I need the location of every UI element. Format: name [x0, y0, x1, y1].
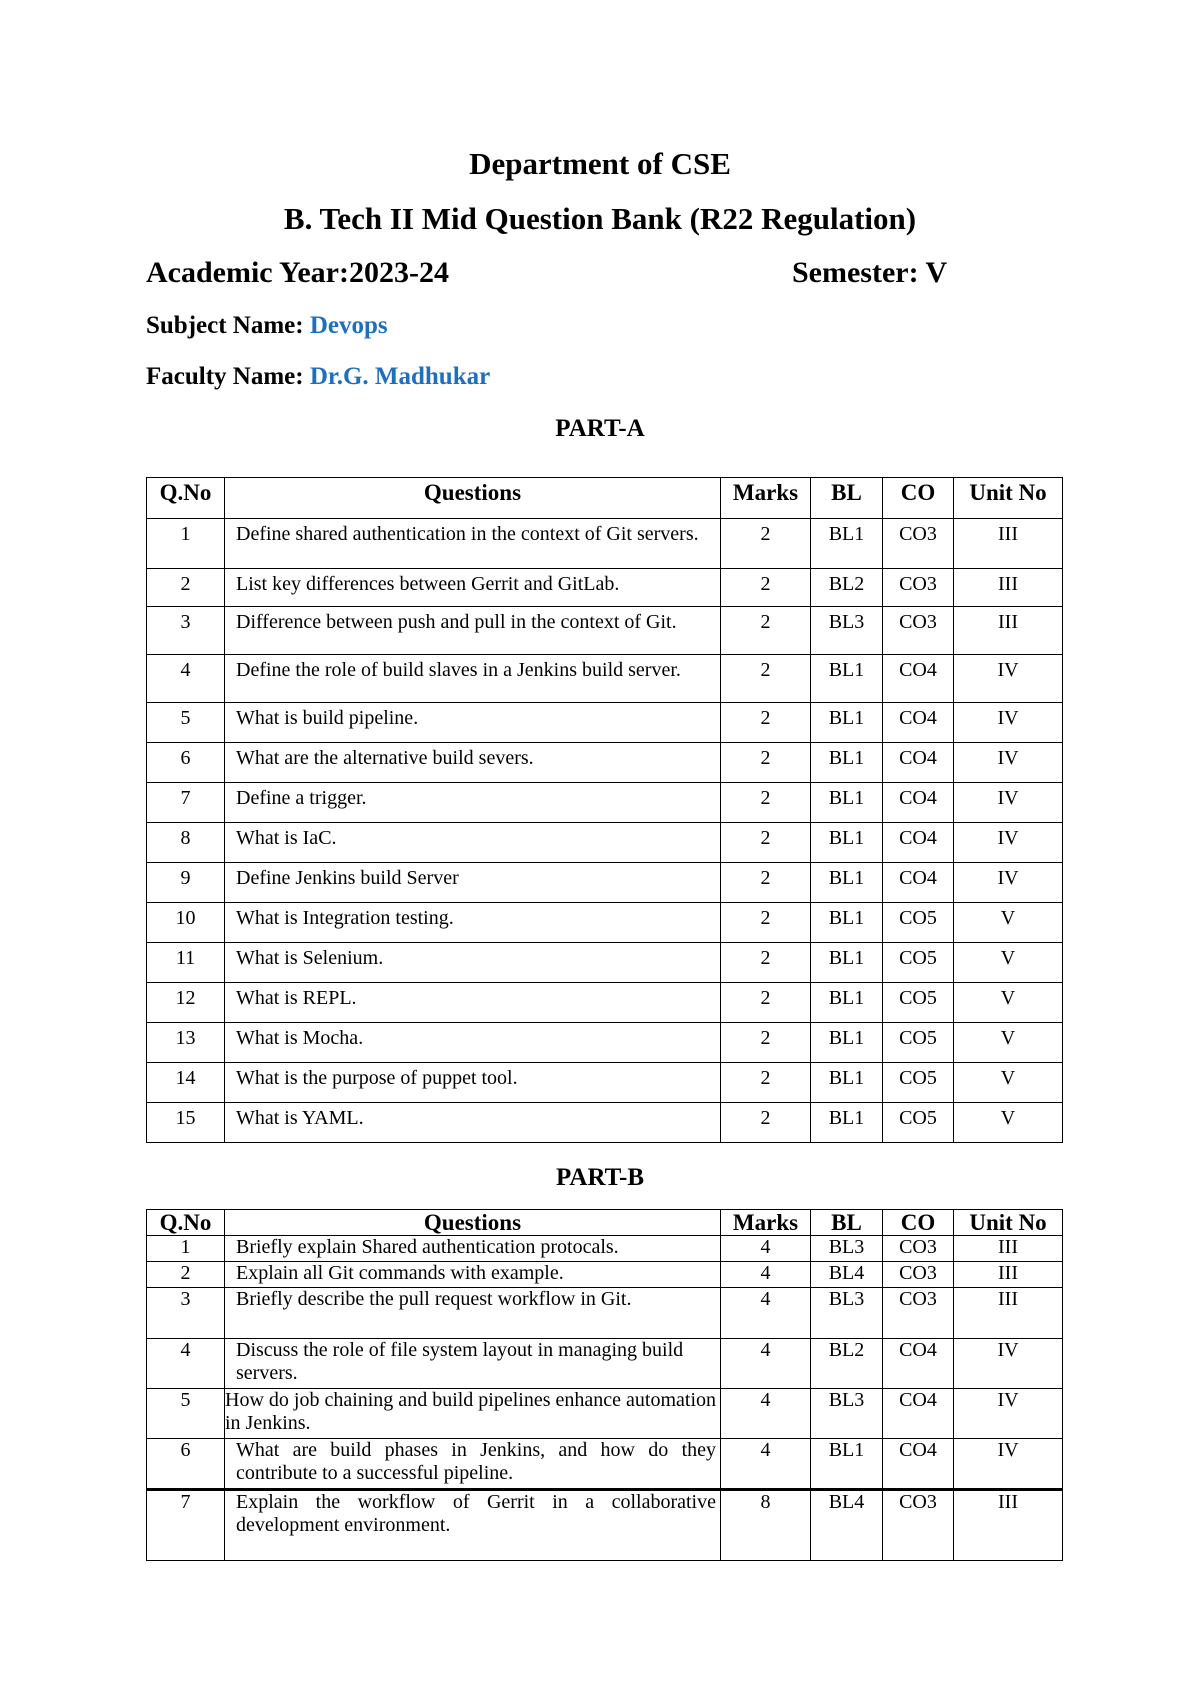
- table-row: [147, 703, 1063, 743]
- subject-line: [146, 312, 388, 340]
- question-cell: What is Integration testing.: [225, 903, 721, 943]
- table-row: [147, 519, 1063, 569]
- question-cell: Define the role of build slaves in a Jenkins build server.: [225, 655, 721, 703]
- table-header-row: [147, 478, 1063, 519]
- bl-cell: BL1: [811, 823, 883, 863]
- marks-cell: 2: [721, 1103, 811, 1143]
- unit-cell: V: [954, 983, 1063, 1023]
- co-cell: CO5: [883, 943, 954, 983]
- bl-cell: BL1: [811, 703, 883, 743]
- question-bank-title: B. Tech II Mid Question Bank (R22 Regulation): [283, 201, 917, 236]
- qno-cell: 10: [147, 903, 225, 943]
- faculty-line: [146, 363, 490, 391]
- table-row: [147, 943, 1063, 983]
- co-cell: CO4: [883, 783, 954, 823]
- col-questions-header: Questions: [225, 1210, 721, 1236]
- table-row: [147, 743, 1063, 783]
- qno-cell: 13: [147, 1023, 225, 1063]
- unit-cell: IV: [954, 1389, 1063, 1439]
- bl-cell: BL1: [811, 655, 883, 703]
- marks-cell: 2: [721, 655, 811, 703]
- question-cell: What is build pipeline.: [225, 703, 721, 743]
- table-row: [147, 863, 1063, 903]
- table-row: [147, 783, 1063, 823]
- table-row: [147, 655, 1063, 703]
- part-b-title: PART-B: [555, 1164, 645, 1191]
- qno-cell: 5: [147, 703, 225, 743]
- table-row: [147, 823, 1063, 863]
- marks-cell: 2: [721, 783, 811, 823]
- qno-cell: 15: [147, 1103, 225, 1143]
- bl-cell: BL1: [811, 903, 883, 943]
- col-marks-header: Marks: [721, 478, 811, 519]
- table-row: [147, 1490, 1063, 1561]
- col-bl-header: BL: [811, 478, 883, 519]
- marks-cell: 4: [721, 1339, 811, 1389]
- qno-cell: 7: [147, 1490, 225, 1561]
- question-cell: How do job chaining and build pipelines enhance automation in Jenkins.: [225, 1389, 721, 1439]
- question-cell: What is IaC.: [225, 823, 721, 863]
- marks-cell: 2: [721, 863, 811, 903]
- marks-cell: 2: [721, 519, 811, 569]
- col-co-header: CO: [883, 1210, 954, 1236]
- co-cell: CO3: [883, 1288, 954, 1339]
- bl-cell: BL1: [811, 743, 883, 783]
- unit-cell: V: [954, 1063, 1063, 1103]
- table-row: [147, 569, 1063, 607]
- table-row: [147, 1262, 1063, 1288]
- question-cell: What are the alternative build severs.: [225, 743, 721, 783]
- question-cell: List key differences between Gerrit and GitLab.: [225, 569, 721, 607]
- unit-cell: III: [954, 569, 1063, 607]
- table-row: [147, 1236, 1063, 1262]
- co-cell: CO4: [883, 1339, 954, 1389]
- bl-cell: BL1: [811, 983, 883, 1023]
- co-cell: CO3: [883, 519, 954, 569]
- faculty-value: Dr.G. Madhukar: [309, 363, 491, 390]
- qno-cell: 1: [147, 1236, 225, 1262]
- question-cell: Explain all Git commands with example.: [225, 1262, 721, 1288]
- subject-label: Subject Name:: [146, 312, 304, 339]
- faculty-label: Faculty Name:: [146, 363, 304, 390]
- qno-cell: 3: [147, 1288, 225, 1339]
- co-cell: CO3: [883, 1490, 954, 1561]
- bl-cell: BL4: [811, 1262, 883, 1288]
- co-cell: CO5: [883, 1023, 954, 1063]
- col-unit-header: Unit No: [954, 1210, 1063, 1236]
- marks-cell: 8: [721, 1490, 811, 1561]
- qno-cell: 5: [147, 1389, 225, 1439]
- academic-year: Academic Year:2023-24: [146, 256, 449, 289]
- question-cell: What is Selenium.: [225, 943, 721, 983]
- col-marks-header: Marks: [721, 1210, 811, 1236]
- bl-cell: BL1: [811, 1439, 883, 1490]
- unit-cell: IV: [954, 703, 1063, 743]
- question-cell: What is REPL.: [225, 983, 721, 1023]
- question-cell: What are build phases in Jenkins, and how do they contribute to a successful pipeline.: [225, 1439, 721, 1490]
- table-row: [147, 1063, 1063, 1103]
- unit-cell: III: [954, 1262, 1063, 1288]
- marks-cell: 2: [721, 943, 811, 983]
- part-a-table: [146, 477, 1063, 1143]
- bl-cell: BL4: [811, 1490, 883, 1561]
- marks-cell: 2: [721, 569, 811, 607]
- question-cell: Briefly describe the pull request workflow in Git.: [225, 1288, 721, 1339]
- co-cell: CO3: [883, 1236, 954, 1262]
- marks-cell: 2: [721, 1063, 811, 1103]
- qno-cell: 6: [147, 743, 225, 783]
- part-b-table: [146, 1209, 1063, 1561]
- qno-cell: 7: [147, 783, 225, 823]
- qno-cell: 3: [147, 607, 225, 655]
- semester: Semester: V: [792, 256, 948, 289]
- co-cell: CO4: [883, 1439, 954, 1490]
- col-qno-header: Q.No: [147, 478, 225, 519]
- marks-cell: 4: [721, 1236, 811, 1262]
- bl-cell: BL1: [811, 1023, 883, 1063]
- co-cell: CO5: [883, 983, 954, 1023]
- bl-cell: BL1: [811, 783, 883, 823]
- bl-cell: BL1: [811, 943, 883, 983]
- unit-cell: IV: [954, 823, 1063, 863]
- qno-cell: 12: [147, 983, 225, 1023]
- subject-value: Devops: [309, 312, 388, 339]
- co-cell: CO3: [883, 1262, 954, 1288]
- co-cell: CO5: [883, 903, 954, 943]
- unit-cell: V: [954, 1023, 1063, 1063]
- question-cell: What is YAML.: [225, 1103, 721, 1143]
- table-row: [147, 1288, 1063, 1339]
- marks-cell: 2: [721, 903, 811, 943]
- question-cell: Define shared authentication in the context of Git servers.: [225, 519, 721, 569]
- col-co-header: CO: [883, 478, 954, 519]
- unit-cell: IV: [954, 863, 1063, 903]
- question-cell: What is Mocha.: [225, 1023, 721, 1063]
- table-header-row: [147, 1210, 1063, 1236]
- marks-cell: 2: [721, 983, 811, 1023]
- qno-cell: 8: [147, 823, 225, 863]
- bl-cell: BL3: [811, 1236, 883, 1262]
- table-row: [147, 1389, 1063, 1439]
- unit-cell: III: [954, 519, 1063, 569]
- unit-cell: III: [954, 607, 1063, 655]
- col-qno-header: Q.No: [147, 1210, 225, 1236]
- marks-cell: 2: [721, 743, 811, 783]
- question-cell: Define Jenkins build Server: [225, 863, 721, 903]
- col-unit-header: Unit No: [954, 478, 1063, 519]
- unit-cell: III: [954, 1288, 1063, 1339]
- unit-cell: V: [954, 1103, 1063, 1143]
- unit-cell: IV: [954, 743, 1063, 783]
- question-cell: Discuss the role of file system layout in managing build servers.: [225, 1339, 721, 1389]
- part-a-title: PART-A: [555, 415, 645, 442]
- question-cell: Define a trigger.: [225, 783, 721, 823]
- marks-cell: 2: [721, 823, 811, 863]
- qno-cell: 2: [147, 569, 225, 607]
- unit-cell: III: [954, 1490, 1063, 1561]
- qno-cell: 9: [147, 863, 225, 903]
- qno-cell: 4: [147, 1339, 225, 1389]
- qno-cell: 14: [147, 1063, 225, 1103]
- bl-cell: BL3: [811, 1389, 883, 1439]
- marks-cell: 2: [721, 607, 811, 655]
- question-cell: Explain the workflow of Gerrit in a collaborative development environment.: [225, 1490, 721, 1561]
- co-cell: CO4: [883, 655, 954, 703]
- co-cell: CO4: [883, 743, 954, 783]
- co-cell: CO5: [883, 1063, 954, 1103]
- table-row: [147, 1339, 1063, 1389]
- co-cell: CO3: [883, 607, 954, 655]
- question-cell: Briefly explain Shared authentication protocals.: [225, 1236, 721, 1262]
- question-cell: Difference between push and pull in the context of Git.: [225, 607, 721, 655]
- unit-cell: III: [954, 1236, 1063, 1262]
- unit-cell: IV: [954, 1439, 1063, 1490]
- qno-cell: 4: [147, 655, 225, 703]
- unit-cell: IV: [954, 1339, 1063, 1389]
- co-cell: CO5: [883, 1103, 954, 1143]
- bl-cell: BL3: [811, 607, 883, 655]
- co-cell: CO4: [883, 703, 954, 743]
- department-title: Department of CSE: [469, 146, 731, 181]
- bl-cell: BL1: [811, 863, 883, 903]
- unit-cell: IV: [954, 655, 1063, 703]
- bl-cell: BL1: [811, 1103, 883, 1143]
- marks-cell: 4: [721, 1262, 811, 1288]
- qno-cell: 2: [147, 1262, 225, 1288]
- co-cell: CO4: [883, 1389, 954, 1439]
- unit-cell: IV: [954, 783, 1063, 823]
- co-cell: CO4: [883, 863, 954, 903]
- unit-cell: V: [954, 903, 1063, 943]
- co-cell: CO4: [883, 823, 954, 863]
- question-cell: What is the purpose of puppet tool.: [225, 1063, 721, 1103]
- co-cell: CO3: [883, 569, 954, 607]
- qno-cell: 11: [147, 943, 225, 983]
- marks-cell: 4: [721, 1439, 811, 1490]
- table-row: [147, 983, 1063, 1023]
- table-row: [147, 1103, 1063, 1143]
- unit-cell: V: [954, 943, 1063, 983]
- bl-cell: BL1: [811, 519, 883, 569]
- marks-cell: 2: [721, 703, 811, 743]
- table-row: [147, 1439, 1063, 1490]
- marks-cell: 4: [721, 1288, 811, 1339]
- qno-cell: 6: [147, 1439, 225, 1490]
- table-row: [147, 1023, 1063, 1063]
- col-questions-header: Questions: [225, 478, 721, 519]
- col-bl-header: BL: [811, 1210, 883, 1236]
- marks-cell: 2: [721, 1023, 811, 1063]
- bl-cell: BL2: [811, 1339, 883, 1389]
- qno-cell: 1: [147, 519, 225, 569]
- table-row: [147, 903, 1063, 943]
- table-row: [147, 607, 1063, 655]
- bl-cell: BL2: [811, 569, 883, 607]
- marks-cell: 4: [721, 1389, 811, 1439]
- bl-cell: BL3: [811, 1288, 883, 1339]
- bl-cell: BL1: [811, 1063, 883, 1103]
